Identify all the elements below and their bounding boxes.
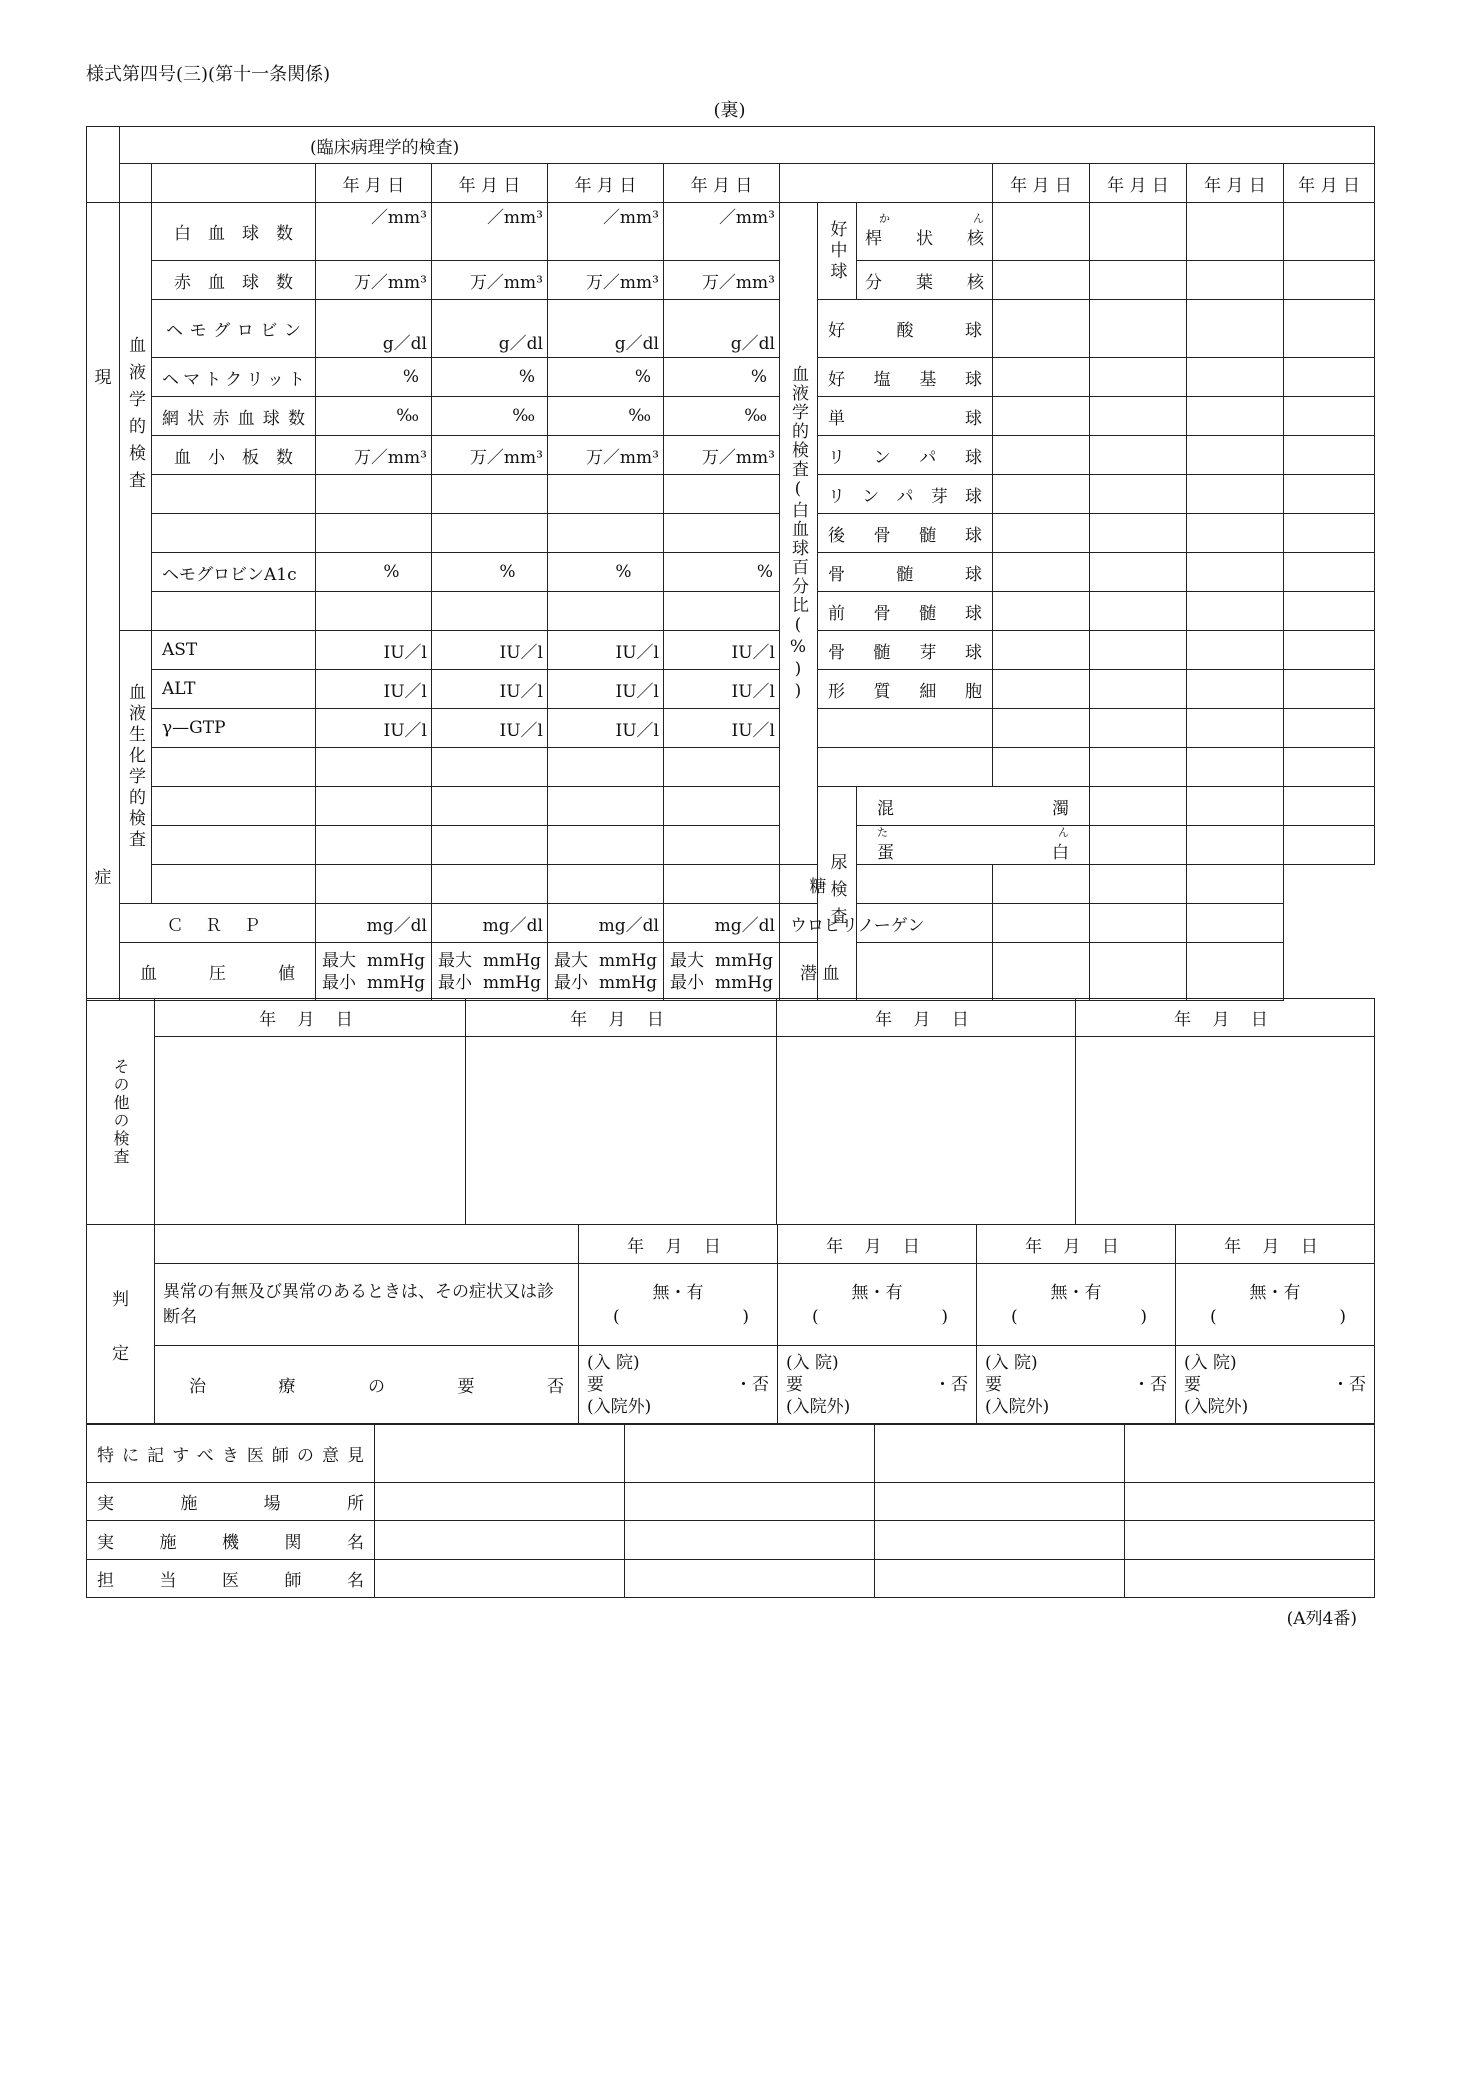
diff-value-cell[interactable] <box>1284 203 1375 261</box>
lab-value-cell[interactable]: % <box>316 553 432 592</box>
diff-value-cell[interactable] <box>1187 397 1284 436</box>
date-header[interactable]: 年 月 日 <box>1090 164 1187 203</box>
lab-value-cell[interactable] <box>432 748 548 787</box>
bp-value-cell[interactable]: 最大 mmHg 最小 mmHg <box>664 943 780 1001</box>
date-header[interactable]: 年 月 日 <box>664 164 780 203</box>
diff-value-cell[interactable] <box>1187 748 1284 787</box>
lab-value-cell[interactable]: IU／l <box>664 631 780 670</box>
urine-label: たん 蛋 白 <box>857 826 1090 865</box>
diff-value-cell[interactable] <box>1284 748 1375 787</box>
lab-label: ヘモグロビンA1c <box>152 553 316 592</box>
blank-cell <box>155 1225 579 1264</box>
lab-value-cell[interactable]: g／dl <box>664 300 780 358</box>
lab-value-cell[interactable] <box>664 592 780 631</box>
urine-value-cell[interactable] <box>857 943 993 1001</box>
kan-ruby: かん <box>879 212 984 225</box>
diff-value-cell[interactable] <box>1187 203 1284 261</box>
doctor-opinion-cell[interactable] <box>375 1425 625 1483</box>
date-header[interactable]: 年 月 日 <box>993 164 1090 203</box>
bp-value-cell[interactable]: 最大 mmHg 最小 mmHg <box>432 943 548 1001</box>
diff-value-cell[interactable] <box>993 300 1090 358</box>
current-symptoms-label <box>87 203 120 1001</box>
urine-group-label: 尿検査 <box>818 787 857 1001</box>
judgement-label <box>87 1225 155 1424</box>
place-cell[interactable] <box>375 1483 625 1521</box>
institution-cell[interactable] <box>875 1521 1125 1560</box>
treatment-option-cell[interactable]: (入 院) 要 ・否 (入院外) <box>977 1346 1176 1424</box>
current-top-char: 現 <box>94 368 112 388</box>
diff-label[interactable] <box>818 709 993 748</box>
diff-value-cell[interactable] <box>1187 553 1284 592</box>
abnormal-option-cell[interactable]: 無・有 ( ) <box>1176 1264 1375 1346</box>
urine-label: 混 濁 <box>857 787 1090 826</box>
urine-label: ウロビリノーゲン <box>780 904 857 943</box>
place-cell[interactable] <box>875 1483 1125 1521</box>
judgement-date-header[interactable]: 年 月 日 <box>579 1225 778 1264</box>
other-test-entry[interactable] <box>155 1037 466 1225</box>
diff-value-cell[interactable] <box>993 358 1090 397</box>
lab-value-cell[interactable] <box>316 592 432 631</box>
urine-value-cell[interactable] <box>1090 826 1187 865</box>
other-date-header[interactable]: 年 月 日 <box>155 999 466 1037</box>
lab-value-cell[interactable] <box>316 787 432 826</box>
judgement-date-header[interactable]: 年 月 日 <box>778 1225 977 1264</box>
diff-value-cell[interactable] <box>1284 358 1375 397</box>
diff-value-cell[interactable] <box>1187 709 1284 748</box>
institution-label: 実 施 機 関 名 <box>87 1521 375 1560</box>
diff-label[interactable] <box>818 748 993 787</box>
lab-value-cell[interactable]: ‰ <box>548 397 664 436</box>
urine-value-cell[interactable] <box>1187 826 1284 865</box>
diff-label: 前 骨 髄 球 <box>818 592 993 631</box>
lab-value-cell[interactable]: 万／mm³ <box>664 436 780 475</box>
lab-value-cell[interactable] <box>316 826 432 865</box>
lab-value-cell[interactable] <box>432 514 548 553</box>
lab-value-cell[interactable]: % <box>432 358 548 397</box>
date-header[interactable]: 年 月 日 <box>548 164 664 203</box>
lab-label[interactable] <box>152 787 316 826</box>
lab-label[interactable] <box>152 592 316 631</box>
lab-value-cell[interactable] <box>432 475 548 514</box>
lab-value-cell[interactable] <box>548 514 664 553</box>
diff-value-cell[interactable] <box>1090 203 1187 261</box>
lab-value-cell[interactable]: IU／l <box>664 670 780 709</box>
diff-value-cell[interactable] <box>1090 475 1187 514</box>
urine-value-cell[interactable] <box>993 904 1090 943</box>
urine-value-cell[interactable] <box>1090 787 1187 826</box>
diff-value-cell[interactable] <box>1187 300 1284 358</box>
diff-value-cell[interactable] <box>993 748 1090 787</box>
other-test-entry[interactable] <box>1076 1037 1375 1225</box>
lab-value-cell[interactable] <box>664 748 780 787</box>
urine-value-cell[interactable] <box>1187 865 1284 904</box>
urine-value-cell[interactable] <box>1284 826 1375 865</box>
other-tests-table <box>86 998 1375 1225</box>
lab-value-cell[interactable]: IU／l <box>432 631 548 670</box>
current-bottom-char: 症 <box>94 868 112 888</box>
diff-value-cell[interactable] <box>1187 436 1284 475</box>
lab-value-cell[interactable] <box>664 475 780 514</box>
diff-value-cell[interactable] <box>1187 631 1284 670</box>
date-header[interactable]: 年 月 日 <box>1284 164 1375 203</box>
lab-value-cell[interactable] <box>316 865 432 904</box>
lab-value-cell[interactable]: ／mm³ <box>664 203 780 261</box>
date-header[interactable]: 年 月 日 <box>432 164 548 203</box>
lab-value-cell[interactable]: mg／dl <box>316 904 432 943</box>
judgement-bottom-char: 定 <box>112 1344 129 1364</box>
diff-value-cell[interactable] <box>1284 397 1375 436</box>
lab-value-cell[interactable]: % <box>432 553 548 592</box>
doctor-opinion-label: 特に記すべき医師の意見 <box>87 1425 375 1483</box>
diff-value-cell[interactable] <box>1284 553 1375 592</box>
paper-size-note: (A列4番) <box>1286 1609 1357 1629</box>
diff-value-cell[interactable] <box>1187 358 1284 397</box>
diff-label: 骨 髄 球 <box>818 553 993 592</box>
lab-label: AST <box>152 631 316 670</box>
lab-value-cell[interactable]: mg／dl <box>664 904 780 943</box>
urine-value-cell[interactable] <box>1187 787 1284 826</box>
judgement-date-header[interactable]: 年 月 日 <box>977 1225 1176 1264</box>
date-header[interactable]: 年 月 日 <box>1187 164 1284 203</box>
lab-label: 白 血 球 数 <box>152 203 316 261</box>
urine-value-cell[interactable] <box>993 943 1090 1001</box>
diff-value-cell[interactable] <box>993 203 1090 261</box>
lab-value-cell[interactable]: IU／l <box>316 670 432 709</box>
hematology-group-label: 血液学的検査 <box>120 203 152 631</box>
diff-value-cell[interactable] <box>1090 631 1187 670</box>
lab-label: ALT <box>152 670 316 709</box>
institution-cell[interactable] <box>1125 1521 1375 1560</box>
other-date-header[interactable]: 年 月 日 <box>1076 999 1375 1037</box>
doctor-opinion-cell[interactable] <box>875 1425 1125 1483</box>
form-number: 様式第四号(三)(第十一条関係) <box>86 64 331 85</box>
place-cell[interactable] <box>1125 1483 1375 1521</box>
institution-cell[interactable] <box>375 1521 625 1560</box>
diff-label: 分 葉 核 <box>857 261 993 300</box>
urine-value-cell[interactable] <box>857 865 993 904</box>
doctor-opinion-cell[interactable] <box>625 1425 875 1483</box>
lab-value-cell[interactable]: % <box>548 553 664 592</box>
doctor-name-cell[interactable] <box>625 1560 875 1598</box>
bp-value-cell[interactable]: 最大 mmHg 最小 mmHg <box>316 943 432 1001</box>
lab-value-cell[interactable]: ‰ <box>664 397 780 436</box>
treatment-option-cell[interactable]: (入 院) 要 ・否 (入院外) <box>778 1346 977 1424</box>
lab-value-cell[interactable]: ‰ <box>432 397 548 436</box>
diff-label: 形 質 細 胞 <box>818 670 993 709</box>
lab-value-cell[interactable]: 万／mm³ <box>664 261 780 300</box>
lab-value-cell[interactable]: IU／l <box>432 670 548 709</box>
diff-value-cell[interactable] <box>1187 475 1284 514</box>
page-side-label: (裏) <box>713 100 746 121</box>
signature-table <box>86 1424 1375 1598</box>
lab-value-cell[interactable]: % <box>664 553 780 592</box>
diff-label: 好 酸 球 <box>818 300 993 358</box>
lab-value-cell[interactable] <box>664 865 780 904</box>
lab-value-cell[interactable]: 万／mm³ <box>316 436 432 475</box>
lab-value-cell[interactable] <box>548 592 664 631</box>
crp-label: Ｃ Ｒ Ｐ <box>120 904 316 943</box>
urine-value-cell[interactable] <box>1090 865 1187 904</box>
treatment-option-cell[interactable]: (入 院) 要 ・否 (入院外) <box>579 1346 778 1424</box>
bp-label: 血 圧 値 <box>120 943 316 1001</box>
lab-value-cell[interactable]: g／dl <box>548 300 664 358</box>
blank-cell <box>780 164 993 203</box>
lab-label[interactable] <box>152 826 316 865</box>
lab-value-cell[interactable] <box>432 826 548 865</box>
lab-value-cell[interactable]: IU／l <box>548 670 664 709</box>
diff-label: かん 桿 状 核 <box>857 203 993 261</box>
bp-value-cell[interactable]: 最大 mmHg 最小 mmHg <box>548 943 664 1001</box>
diff-value-cell[interactable] <box>1090 397 1187 436</box>
other-date-header[interactable]: 年 月 日 <box>466 999 777 1037</box>
lab-value-cell[interactable]: % <box>316 358 432 397</box>
urine-value-cell[interactable] <box>993 865 1090 904</box>
lab-value-cell[interactable]: ／mm³ <box>316 203 432 261</box>
differential-group-label: 血液学的検査(白血球百分比(%)) <box>780 203 818 865</box>
abnormal-option-cell[interactable]: 無・有 ( ) <box>579 1264 778 1346</box>
place-label: 実 施 場 所 <box>87 1483 375 1521</box>
judgement-top-char: 判 <box>112 1290 129 1310</box>
diff-value-cell[interactable] <box>1090 748 1187 787</box>
doctor-opinion-cell[interactable] <box>1125 1425 1375 1483</box>
lab-value-cell[interactable]: IU／l <box>664 709 780 748</box>
lab-value-cell[interactable]: % <box>664 358 780 397</box>
diff-value-cell[interactable] <box>1090 261 1187 300</box>
date-header[interactable]: 年 月 日 <box>316 164 432 203</box>
diff-value-cell[interactable] <box>1187 261 1284 300</box>
lab-value-cell[interactable]: 万／mm³ <box>432 436 548 475</box>
neutrophil-label: 好中球 <box>818 203 857 300</box>
lab-value-cell[interactable]: mg／dl <box>548 904 664 943</box>
tan-ruby: たん <box>877 825 1069 839</box>
diff-value-cell[interactable] <box>1284 592 1375 631</box>
urine-value-cell[interactable] <box>1187 943 1284 1001</box>
diff-value-cell[interactable] <box>1284 514 1375 553</box>
lab-value-cell[interactable] <box>664 826 780 865</box>
diff-value-cell[interactable] <box>1090 358 1187 397</box>
lab-label[interactable] <box>152 475 316 514</box>
doctor-name-cell[interactable] <box>375 1560 625 1598</box>
diff-value-cell[interactable] <box>1090 670 1187 709</box>
treatment-option-cell[interactable]: (入 院) 要 ・否 (入院外) <box>1176 1346 1375 1424</box>
urine-value-cell[interactable] <box>1284 787 1375 826</box>
lab-value-cell[interactable]: IU／l <box>316 631 432 670</box>
diff-value-cell[interactable] <box>1284 670 1375 709</box>
diff-value-cell[interactable] <box>993 397 1090 436</box>
diff-value-cell[interactable] <box>1090 553 1187 592</box>
diff-label: 骨 髄 芽 球 <box>818 631 993 670</box>
lab-value-cell[interactable]: g／dl <box>432 300 548 358</box>
diff-label: 単 球 <box>818 397 993 436</box>
diff-value-cell[interactable] <box>1090 514 1187 553</box>
biochem-group-label: 血液生化学的検査 <box>120 631 152 904</box>
lab-value-cell[interactable]: 万／mm³ <box>548 261 664 300</box>
diff-value-cell[interactable] <box>993 670 1090 709</box>
diff-value-cell[interactable] <box>1090 436 1187 475</box>
other-date-header[interactable]: 年 月 日 <box>777 999 1076 1037</box>
lab-value-cell[interactable] <box>548 826 664 865</box>
lab-value-cell[interactable]: 万／mm³ <box>432 261 548 300</box>
place-cell[interactable] <box>625 1483 875 1521</box>
lab-value-cell[interactable]: mg／dl <box>432 904 548 943</box>
lab-value-cell[interactable] <box>316 475 432 514</box>
lab-label: 血 小 板 数 <box>152 436 316 475</box>
diff-value-cell[interactable] <box>993 553 1090 592</box>
lab-label[interactable] <box>152 514 316 553</box>
diff-value-cell[interactable] <box>1090 592 1187 631</box>
urine-label: 潜 血 <box>780 943 857 1001</box>
lab-value-cell[interactable] <box>548 748 664 787</box>
lab-value-cell[interactable]: ‰ <box>316 397 432 436</box>
lab-label[interactable] <box>152 748 316 787</box>
lab-value-cell[interactable] <box>548 787 664 826</box>
lab-label: ヘ モ グ ロ ビ ン <box>152 300 316 358</box>
diff-value-cell[interactable] <box>1187 592 1284 631</box>
institution-cell[interactable] <box>625 1521 875 1560</box>
doctor-name-cell[interactable] <box>875 1560 1125 1598</box>
lab-label[interactable] <box>152 865 316 904</box>
abnormal-option-cell[interactable]: 無・有 ( ) <box>778 1264 977 1346</box>
corner-cell <box>87 127 120 203</box>
diff-label: 後 骨 髄 球 <box>818 514 993 553</box>
urine-label: 糖 <box>780 865 857 904</box>
judgement-table <box>86 1224 1375 1424</box>
abnormal-label: 異常の有無及び異常のあるときは、その症状又は診断名 <box>155 1264 579 1346</box>
diff-value-cell[interactable] <box>993 475 1090 514</box>
other-tests-label: その他の検査 <box>87 999 155 1225</box>
lab-value-cell[interactable] <box>432 865 548 904</box>
lab-value-cell[interactable] <box>664 514 780 553</box>
lab-value-cell[interactable] <box>664 787 780 826</box>
diff-value-cell[interactable] <box>1187 670 1284 709</box>
other-test-entry[interactable] <box>466 1037 777 1225</box>
diff-label: リ ン パ 球 <box>818 436 993 475</box>
diff-value-cell[interactable] <box>1187 514 1284 553</box>
diff-value-cell[interactable] <box>993 709 1090 748</box>
lab-value-cell[interactable]: 万／mm³ <box>316 261 432 300</box>
lab-label: ヘマトクリット <box>152 358 316 397</box>
lab-value-cell[interactable] <box>548 865 664 904</box>
diff-value-cell[interactable] <box>1284 631 1375 670</box>
diff-value-cell[interactable] <box>993 592 1090 631</box>
doctor-name-cell[interactable] <box>1125 1560 1375 1598</box>
diff-value-cell[interactable] <box>993 261 1090 300</box>
diff-label: リ ン パ 芽 球 <box>818 475 993 514</box>
treatment-label: 治 療 の 要 否 <box>155 1346 579 1424</box>
clinical-lab-table <box>86 126 1375 1001</box>
lab-value-cell[interactable] <box>432 787 548 826</box>
lab-label: 赤 血 球 数 <box>152 261 316 300</box>
diff-value-cell[interactable] <box>993 631 1090 670</box>
lab-label: γ—GTP <box>152 709 316 748</box>
blank-cell <box>120 164 152 203</box>
abnormal-option-cell[interactable]: 無・有 ( ) <box>977 1264 1176 1346</box>
diff-value-cell[interactable] <box>993 514 1090 553</box>
lab-value-cell[interactable] <box>316 748 432 787</box>
diff-value-cell[interactable] <box>1090 709 1187 748</box>
lab-value-cell[interactable]: IU／l <box>316 709 432 748</box>
urine-value-cell[interactable] <box>1187 904 1284 943</box>
section-title: (臨床病理学的検査) <box>120 127 1375 164</box>
lab-value-cell[interactable] <box>548 475 664 514</box>
diff-value-cell[interactable] <box>1090 300 1187 358</box>
diff-value-cell[interactable] <box>1284 436 1375 475</box>
other-test-entry[interactable] <box>777 1037 1076 1225</box>
lab-value-cell[interactable]: ／mm³ <box>432 203 548 261</box>
lab-value-cell[interactable] <box>432 592 548 631</box>
diff-value-cell[interactable] <box>993 436 1090 475</box>
judgement-date-header[interactable]: 年 月 日 <box>1176 1225 1375 1264</box>
diff-value-cell[interactable] <box>1284 300 1375 358</box>
blank-cell <box>152 164 316 203</box>
lab-value-cell[interactable]: IU／l <box>548 709 664 748</box>
lab-value-cell[interactable]: 万／mm³ <box>548 436 664 475</box>
diff-value-cell[interactable] <box>1284 261 1375 300</box>
lab-value-cell[interactable]: % <box>548 358 664 397</box>
lab-label: 網状赤血球数 <box>152 397 316 436</box>
urine-value-cell[interactable] <box>1090 943 1187 1001</box>
lab-value-cell[interactable]: g／dl <box>316 300 432 358</box>
lab-value-cell[interactable]: IU／l <box>432 709 548 748</box>
lab-value-cell[interactable]: IU／l <box>548 631 664 670</box>
lab-value-cell[interactable] <box>316 514 432 553</box>
urine-value-cell[interactable] <box>1090 904 1187 943</box>
doctor-name-label: 担 当 医 師 名 <box>87 1560 375 1598</box>
diff-label: 好 塩 基 球 <box>818 358 993 397</box>
diff-value-cell[interactable] <box>1284 475 1375 514</box>
lab-value-cell[interactable]: ／mm³ <box>548 203 664 261</box>
diff-value-cell[interactable] <box>1284 709 1375 748</box>
